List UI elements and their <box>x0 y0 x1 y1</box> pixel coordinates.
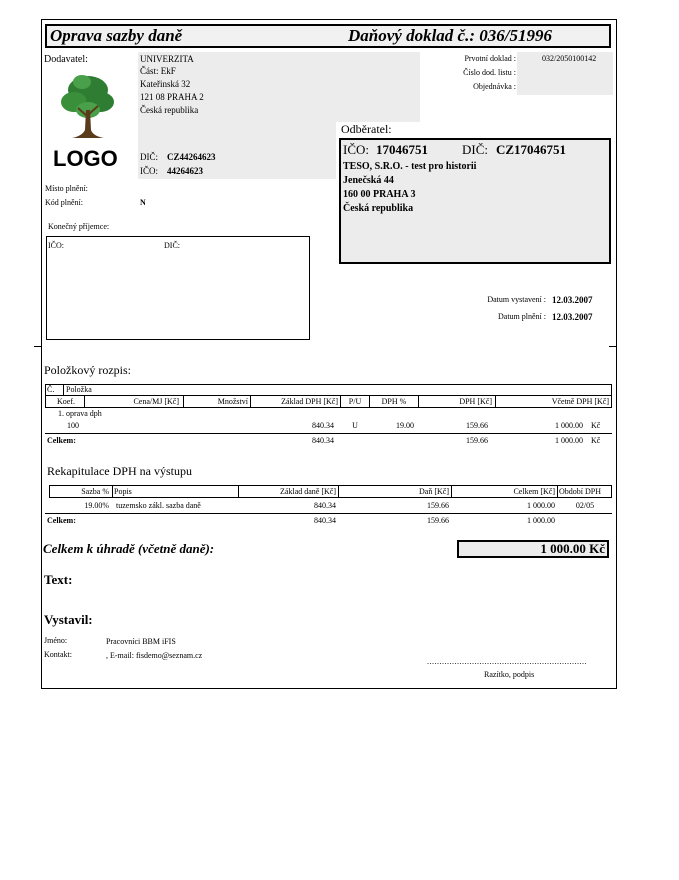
recap-celkem: 1 000.00 <box>527 501 555 510</box>
recap-zaklad: 840.34 <box>314 501 336 510</box>
recap-total-zaklad: 840.34 <box>314 516 336 525</box>
dodlist-label: Číslo dod. listu : <box>463 68 516 77</box>
items-total-divider <box>45 433 612 434</box>
item-pu: U <box>352 421 358 430</box>
items-head-dph: DPH [Kč] <box>459 397 492 406</box>
plneni-label: Datum plnění : <box>498 312 546 321</box>
recap-col-divider <box>338 485 339 498</box>
customer-label: Odběratel: <box>341 122 392 136</box>
customer-dic-label: DIČ: <box>462 142 488 157</box>
items-header-divider <box>45 395 612 396</box>
customer-city: 160 00 PRAHA 3 <box>343 189 416 200</box>
issuer-contact-label: Kontakt: <box>44 650 72 659</box>
items-head-mnozstvi: Množství <box>217 397 248 406</box>
customer-dic: CZ17046751 <box>496 142 567 157</box>
items-col-divider <box>250 395 251 408</box>
items-col-divider <box>495 395 496 408</box>
supplier-part: Část: EkF <box>140 66 176 76</box>
customer-country: Česká republika <box>343 203 414 214</box>
final-recipient-ico-label: IČO: <box>48 241 64 250</box>
fold-mark-right <box>609 346 617 347</box>
items-total-vcetne: 1 000.00 <box>555 436 583 445</box>
issuer-name-label: Jméno: <box>44 636 68 645</box>
supplier-dic-label: DIČ: <box>140 152 158 162</box>
recap-col-divider <box>557 485 558 498</box>
item-zaklad: 840.34 <box>312 421 334 430</box>
items-head-zaklad: Základ DPH [Kč] <box>281 397 338 406</box>
supplier-ico: 44264623 <box>167 166 203 176</box>
items-total-zaklad: 840.34 <box>312 436 334 445</box>
items-col-divider <box>84 395 85 408</box>
recap-total-label: Celkem: <box>47 516 76 525</box>
recap-col-divider <box>238 485 239 498</box>
recap-head-dan: Daň [Kč] <box>419 487 449 496</box>
issuer-contact: , E-mail: fisdemo@seznam.cz <box>106 651 203 660</box>
logo-text: LOGO <box>53 146 118 171</box>
document-title: Oprava sazby daně <box>50 26 183 45</box>
recap-total-divider <box>45 513 612 514</box>
supplier-country: Česká republika <box>140 105 199 115</box>
misto-label: Místo plnění: <box>45 184 88 193</box>
item-koef: 100 <box>67 421 79 430</box>
item-name: 1. oprava dph <box>58 409 102 418</box>
customer-street: Jenečská 44 <box>343 175 394 186</box>
items-total-label: Celkem: <box>47 436 76 445</box>
recap-total-celkem: 1 000.00 <box>527 516 555 525</box>
items-head-polozka: Položka <box>66 385 92 394</box>
items-head-cena: Cena/MJ [Kč] <box>133 397 179 406</box>
recap-popis: tuzemsko zákl. sazba daně <box>116 501 201 510</box>
supplier-label: Dodavatel: <box>44 54 88 65</box>
issuer-label: Vystavil: <box>44 612 93 627</box>
vystaveni-label: Datum vystavení : <box>487 295 546 304</box>
signature-line: ................................................................ <box>427 657 587 666</box>
prvotni-label: Prvotní doklad : <box>464 54 516 63</box>
supplier-dic: CZ44264623 <box>167 152 216 162</box>
recap-col-divider <box>112 485 113 498</box>
grand-total-value: 1 000.00 Kč <box>540 541 605 556</box>
supplier-name: UNIVERZITA <box>140 54 194 64</box>
stamp-label: Razítko, podpis <box>484 670 535 679</box>
recap-total-dan: 159.66 <box>427 516 449 525</box>
grand-total-label: Celkem k úhradě (včetně daně): <box>43 541 215 556</box>
items-head-pu: P/U <box>348 397 362 406</box>
items-head-c: Č. <box>47 385 55 394</box>
recap-head-celkem: Celkem [Kč] <box>513 487 555 496</box>
items-col-divider <box>418 395 419 408</box>
recap-head-obdobi: Období DPH <box>559 487 602 496</box>
fold-mark-left <box>34 346 42 347</box>
vystaveni-date: 12.03.2007 <box>552 295 593 305</box>
items-head-koef: Koef. <box>57 397 75 406</box>
tree-logo-icon <box>58 70 118 142</box>
prvotni-value: 032/2050100142 <box>542 54 597 63</box>
item-dph-pct: 19.00 <box>396 421 414 430</box>
kod-value: N <box>140 198 146 207</box>
customer-name: TESO, S.R.O. - test pro historii <box>343 161 477 172</box>
supplier-ico-label: IČO: <box>140 166 158 176</box>
customer-ico: 17046751 <box>376 142 428 157</box>
final-recipient-dic-label: DIČ: <box>164 241 180 250</box>
recap-dan: 159.66 <box>427 501 449 510</box>
issuer-name: Pracovníci BBM iFIS <box>106 637 176 646</box>
recap-head-sazba: Sazba % <box>81 487 109 496</box>
recap-section-title: Rekapitulace DPH na výstupu <box>47 464 192 478</box>
item-dph: 159.66 <box>466 421 488 430</box>
text-label: Text: <box>44 572 73 587</box>
items-total-dph: 159.66 <box>466 436 488 445</box>
items-section-title: Položkový rozpis: <box>44 363 131 377</box>
item-currency: Kč <box>591 421 601 430</box>
items-total-currency: Kč <box>591 436 601 445</box>
supplier-city: 121 08 PRAHA 2 <box>140 92 204 102</box>
supplier-street: Kateřinská 32 <box>140 79 191 89</box>
recap-obdobi: 02/05 <box>575 501 595 510</box>
recap-sazba: 19.00% <box>84 501 109 510</box>
items-head-vcetne: Včetně DPH [Kč] <box>551 397 609 406</box>
items-col-divider <box>63 384 64 395</box>
customer-ico-label: IČO: <box>343 142 369 157</box>
items-head-dph-pct: DPH % <box>381 397 407 406</box>
recap-head-popis: Popis <box>114 487 132 496</box>
objednavka-label: Objednávka : <box>473 82 516 91</box>
final-recipient-label: Konečný příjemce: <box>48 222 110 231</box>
final-recipient-box <box>46 236 310 340</box>
recap-col-divider <box>451 485 452 498</box>
item-vcetne: 1 000.00 <box>555 421 583 430</box>
recap-head-zaklad: Základ daně [Kč] <box>280 487 336 496</box>
kod-label: Kód plnění: <box>45 198 83 207</box>
document-number: Daňový doklad č.: 036/51996 <box>348 26 552 45</box>
plneni-date: 12.03.2007 <box>552 312 593 322</box>
items-col-divider <box>183 395 184 408</box>
